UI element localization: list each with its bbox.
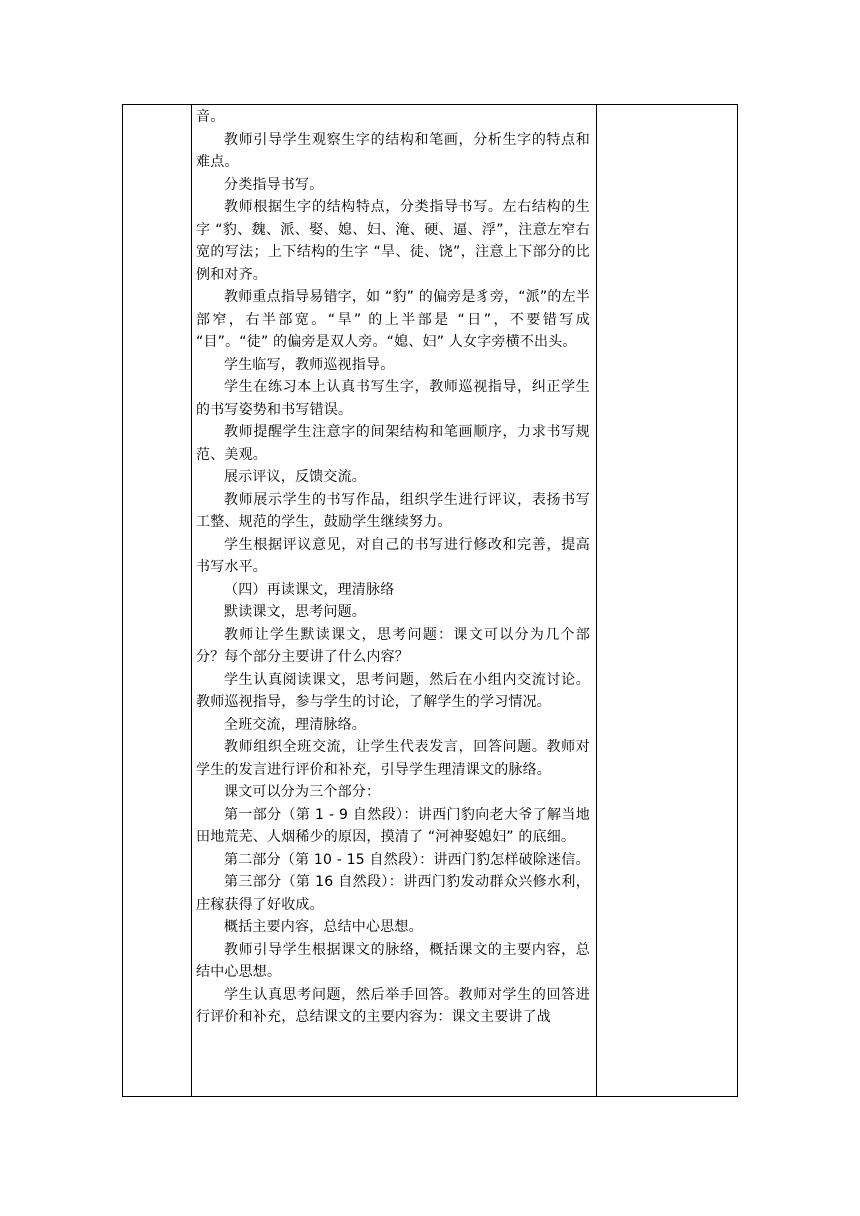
paragraph: 教师重点指导易错字，如 “豹” 的偏旁是豸旁，“派”的左半部窄，右半部宽。“旱” 的上半部是 “日”，不要错写成 “目”。“徒” 的偏旁是双人旁。“媳、妇” 人女字旁横不出头。 bbox=[196, 289, 590, 350]
paragraph: 展示评议，反馈交流。 bbox=[224, 469, 366, 485]
paragraph: 音。 bbox=[196, 109, 225, 125]
paragraph: 默读课文，思考问题。 bbox=[224, 604, 366, 620]
paragraph: 概括主要内容，总结中心思想。 bbox=[224, 919, 423, 935]
paragraph: 教师根据生字的结构特点，分类指导书写。左右结构的生字 “豹、魏、派、娶、媳、妇、淹、硬、逼、浮”，注意左窄右宽的写法；上下结构的生字 “旱、徒、饶”，注意上下部分的比例和对齐。 bbox=[196, 199, 590, 283]
paragraph: 教师引导学生根据课文的脉络，概括课文的主要内容，总结中心思想。 bbox=[196, 941, 590, 980]
paragraph: 教师提醒学生注意字的间架结构和笔画顺序，力求书写规范、美观。 bbox=[196, 424, 590, 463]
paragraph: 第一部分（第 1 - 9 自然段）：讲西门豹向老大爷了解当地田地荒芜、人烟稀少的原因，摸清了 “河神娶媳妇” 的底细。 bbox=[196, 806, 590, 845]
paragraph: 教师展示学生的书写作品，组织学生进行评议，表扬书写工整、规范的学生，鼓励学生继续努力。 bbox=[196, 491, 590, 530]
paragraph: 学生在练习本上认真书写生字，教师巡视指导，纠正学生的书写姿势和书写错误。 bbox=[196, 379, 590, 418]
paragraph: 学生认真思考问题，然后举手回答。教师对学生的回答进行评价和补充，总结课文的主要内容为：课文主要讲了战 bbox=[196, 986, 590, 1025]
paragraph: 教师引导学生观察生字的结构和笔画，分析生字的特点和难点。 bbox=[196, 131, 590, 170]
paragraph: 课文可以分为三个部分： bbox=[224, 784, 381, 800]
paragraph: 学生根据评议意见，对自己的书写进行修改和完善，提高书写水平。 bbox=[196, 536, 590, 575]
lesson-plan-table bbox=[122, 104, 738, 1097]
section-heading: （四）再读课文，理清脉络 bbox=[224, 581, 395, 598]
right-column-cell bbox=[597, 105, 737, 1096]
paragraph: 分类指导书写。 bbox=[224, 176, 324, 193]
paragraph: 学生临写，教师巡视指导。 bbox=[224, 356, 395, 373]
content-column-cell bbox=[192, 105, 597, 1096]
paragraph: 第三部分（第 16 自然段）：讲西门豹发动群众兴修水利，庄稼获得了好收成。 bbox=[196, 874, 590, 913]
paragraph: 学生认真阅读课文，思考问题，然后在小组内交流讨论。教师巡视指导，参与学生的讨论，了解学生的学习情况。 bbox=[196, 671, 590, 710]
paragraph: 全班交流，理清脉络。 bbox=[224, 716, 366, 733]
paragraph: 教师让学生默读课文，思考问题：课文可以分为几个部分？每个部分主要讲了什么内容？ bbox=[196, 626, 590, 665]
paragraph: 教师组织全班交流，让学生代表发言，回答问题。教师对学生的发言进行评价和补充，引导学生理清课文的脉络。 bbox=[196, 739, 590, 778]
left-column-cell bbox=[123, 105, 192, 1096]
paragraph: 第二部分（第 10 - 15 自然段）：讲西门豹怎样破除迷信。 bbox=[224, 851, 590, 868]
